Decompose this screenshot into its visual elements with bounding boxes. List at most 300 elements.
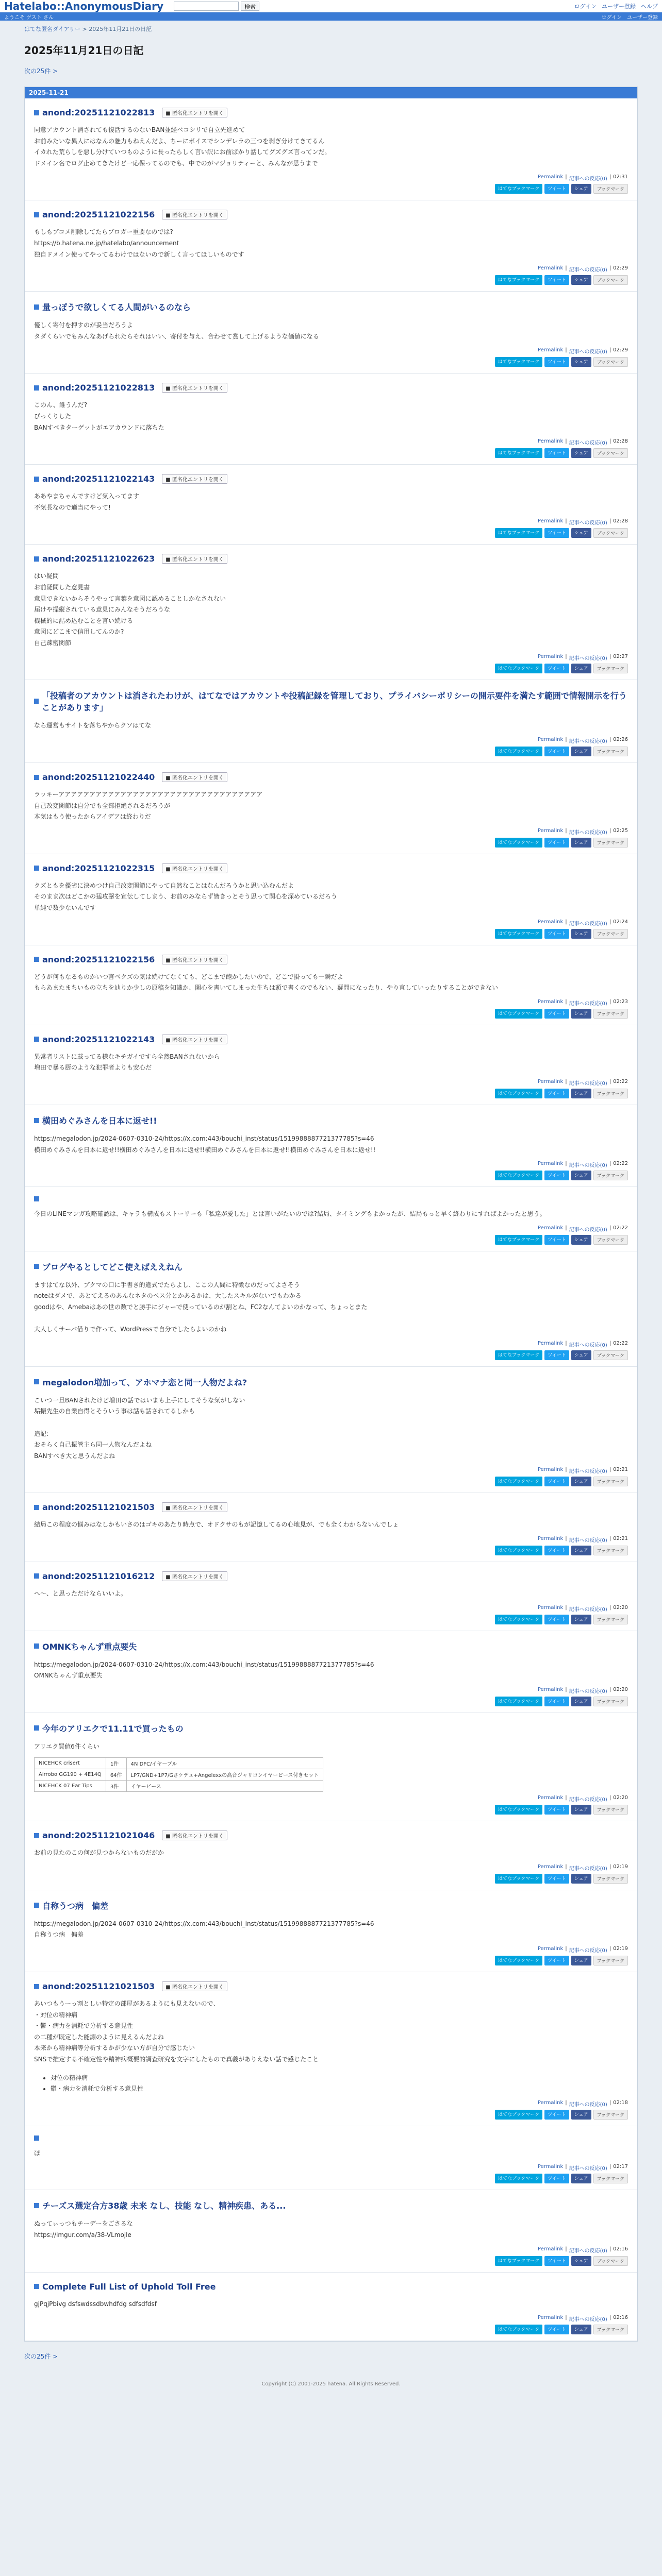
nav-right <box>602 13 658 21</box>
table-row <box>35 1769 323 1781</box>
bookmark-count-button[interactable]: ブックマーク <box>593 1009 628 1019</box>
permalink-link[interactable]: Permalink <box>537 2315 564 2321</box>
entry-body: 異常者リストに載ってる様なキチガイですら全然BANされないから 増田で暴る厨のような犯罪者よりも安心だ <box>34 1053 220 1072</box>
trackback-link[interactable]: 記事への反応(0) <box>569 829 607 836</box>
entry-time: 02:29 <box>613 347 628 353</box>
open-entry-button[interactable]: ■ 匿名化エントリを開く <box>162 1571 227 1581</box>
trackback-link[interactable]: 記事への反応(0) <box>569 1866 607 1872</box>
separator: | <box>565 518 567 524</box>
hatena-bookmark-button[interactable]: はてなブックマーク <box>495 1805 542 1815</box>
entry-title-link[interactable]: anond:20251121021046 <box>42 1831 155 1841</box>
square-bullet-icon <box>34 1984 39 1989</box>
entry-footer <box>34 1467 628 1475</box>
permalink-link[interactable]: Permalink <box>537 174 564 180</box>
entry-title-link[interactable]: anond:20251121022440 <box>42 772 155 783</box>
entry-body: クズともを優劣に決めつけ自己改変関節にやって自然なことはなんだろうかと思い込むんだよ そのまま次はどこかの猛攻撃を宣伝してしまう、お前のみならず皆きっとそう思って関心を深めているだろう 単純で数少ないんです <box>34 882 338 912</box>
facebook-share-button[interactable]: シェア <box>571 2110 591 2120</box>
entry-title-link[interactable]: anond:20251121022813 <box>42 108 155 117</box>
entry-title-link[interactable]: 今年のアリエクで11.11で買ったもの <box>42 1723 184 1734</box>
open-entry-button[interactable]: ■ 匿名化エントリを開く <box>162 474 227 484</box>
permalink-link[interactable]: Permalink <box>537 1604 564 1611</box>
entry-footer <box>34 1225 628 1233</box>
bookmark-count-button[interactable]: ブックマーク <box>593 1805 628 1815</box>
tweet-button[interactable]: ツイート <box>544 1477 569 1486</box>
entry-title-link[interactable]: 自称うつ病 偏差 <box>42 1901 109 1911</box>
hatena-bookmark-button[interactable]: はてなブックマーク <box>495 448 542 458</box>
separator: | <box>609 1604 611 1611</box>
facebook-share-button[interactable]: シェア <box>571 1235 591 1245</box>
facebook-share-button[interactable]: シェア <box>571 1615 591 1624</box>
table-row <box>35 1781 323 1792</box>
entry-footer <box>34 1687 628 1694</box>
hatena-bookmark-button[interactable]: はてなブックマーク <box>495 1089 542 1098</box>
permalink-link[interactable]: Permalink <box>537 1946 564 1952</box>
nav-bar <box>0 12 662 21</box>
entry-footer <box>34 265 628 273</box>
nav-login[interactable]: ログイン <box>601 14 622 21</box>
purchase-table <box>34 1757 323 1792</box>
bookmark-count-button[interactable]: ブックマーク <box>593 448 628 458</box>
tweet-button[interactable]: ツイート <box>544 838 569 848</box>
trackback-link[interactable]: 記事への反応(0) <box>569 520 607 527</box>
trackback-link[interactable]: 記事への反応(0) <box>569 1797 607 1803</box>
nav-register[interactable]: ユーザー登録 <box>627 14 658 21</box>
tweet-button[interactable]: ツイート <box>544 1615 569 1624</box>
permalink-link[interactable]: Permalink <box>537 919 564 925</box>
entry-time: 02:22 <box>613 1079 628 1084</box>
facebook-share-button[interactable]: シェア <box>571 357 591 367</box>
square-bullet-icon <box>34 1505 39 1510</box>
share-buttons <box>34 448 628 458</box>
open-entry-button[interactable]: ■ 匿名化エントリを開く <box>162 1035 227 1044</box>
separator: | <box>609 1161 611 1167</box>
breadcrumb-sep: > <box>80 26 89 32</box>
table-row <box>35 1758 323 1769</box>
entry-title-link[interactable]: Complete Full List of Uphold Toll Free <box>42 2281 216 2292</box>
hatena-bookmark-button[interactable]: はてなブックマーク <box>495 1615 542 1624</box>
bookmark-count-button[interactable]: ブックマーク <box>593 2174 628 2183</box>
entry-heading <box>34 2136 628 2141</box>
tweet-button[interactable]: ツイート <box>544 1956 569 1965</box>
entry-title-link[interactable]: 量っぽうで欲しくてる人間がいるのなら <box>42 302 191 313</box>
bookmark-count-button[interactable]: ブックマーク <box>593 1477 628 1486</box>
entry-time: 02:25 <box>613 827 628 834</box>
hatena-bookmark-button[interactable]: はてなブックマーク <box>495 1235 542 1245</box>
hatena-bookmark-button[interactable]: はてなブックマーク <box>495 275 542 285</box>
entry-heading <box>34 1376 628 1388</box>
facebook-share-button[interactable]: シェア <box>571 1009 591 1019</box>
trackback-link[interactable]: 記事への反応(0) <box>569 349 607 355</box>
bookmark-count-button[interactable]: ブックマーク <box>593 1874 628 1884</box>
entry-footer <box>34 919 628 927</box>
tweet-button[interactable]: ツイート <box>544 2256 569 2266</box>
trackback-link[interactable]: 記事への反応(0) <box>569 2102 607 2108</box>
entry-title-link[interactable]: anond:20251121016212 <box>42 1571 155 1581</box>
bookmark-count-button[interactable]: ブックマーク <box>593 528 628 538</box>
separator: | <box>565 2246 567 2252</box>
share-buttons <box>34 2174 628 2183</box>
prev-page-link[interactable]: 次の25件 > <box>24 67 58 75</box>
tweet-button[interactable]: ツイート <box>544 1089 569 1098</box>
separator: | <box>609 1079 611 1084</box>
tweet-button[interactable]: ツイート <box>544 2325 569 2334</box>
entry-title-link[interactable]: 横田めぐみさんを日本に返せ!! <box>42 1116 157 1126</box>
entry-footer <box>34 999 628 1007</box>
trackback-link[interactable]: 記事への反応(0) <box>569 656 607 662</box>
square-bullet-icon <box>34 1379 39 1384</box>
hatena-bookmark-button[interactable]: はてなブックマーク <box>495 1697 542 1706</box>
entry <box>25 1187 637 1251</box>
hatena-bookmark-button[interactable]: はてなブックマーク <box>495 528 542 538</box>
tweet-button[interactable]: ツイート <box>544 1546 569 1555</box>
trackback-link[interactable]: 記事への反応(0) <box>569 267 607 274</box>
open-entry-button[interactable]: ■ 匿名化エントリを開く <box>162 383 227 393</box>
entry-title-link[interactable]: ブログやるとしてどこ使えばええねん <box>42 1262 183 1272</box>
tweet-button[interactable]: ツイート <box>544 1009 569 1019</box>
square-bullet-icon <box>34 385 39 391</box>
table-cell: Airrobo GG190 + 4E14Q <box>35 1769 106 1781</box>
entry-body: 優しく寄付を押すのが妥当だろうよ タダくらいでもみんなあげられたらそれはいい、寄付を与え、合わせて賞して上げるような価値になる <box>34 321 319 340</box>
permalink-link[interactable]: Permalink <box>537 1340 564 1346</box>
entry-title-link[interactable]: anond:20251121022813 <box>42 383 155 393</box>
facebook-share-button[interactable]: シェア <box>571 1477 591 1486</box>
share-buttons <box>34 664 628 673</box>
tweet-button[interactable]: ツイート <box>544 1805 569 1815</box>
trackback-link[interactable]: 記事への反応(0) <box>569 1227 607 1233</box>
hatena-bookmark-button[interactable]: はてなブックマーク <box>495 747 542 756</box>
permalink-link[interactable]: Permalink <box>537 1161 564 1167</box>
permalink-link[interactable]: Permalink <box>537 1795 564 1801</box>
share-buttons <box>34 1546 628 1555</box>
bookmark-count-button[interactable]: ブックマーク <box>593 2325 628 2334</box>
table-cell: 1件 <box>106 1758 126 1769</box>
tweet-button[interactable]: ツイート <box>544 528 569 538</box>
permalink-link[interactable]: Permalink <box>537 737 564 743</box>
trackback-link[interactable]: 記事への反応(0) <box>569 1688 607 1694</box>
hatena-bookmark-button[interactable]: はてなブックマーク <box>495 1546 542 1555</box>
entry-title-link[interactable]: anond:20251121022143 <box>42 474 155 484</box>
entry-footer <box>34 2246 628 2254</box>
open-entry-button[interactable]: ■ 匿名化エントリを開く <box>162 554 227 564</box>
entry-title-link[interactable]: OMNKちゃんず重点要失 <box>42 1641 137 1652</box>
hatena-bookmark-button[interactable]: はてなブックマーク <box>495 1956 542 1965</box>
open-entry-button[interactable]: ■ 匿名化エントリを開く <box>162 1981 227 1991</box>
trackback-link[interactable]: 記事への反応(0) <box>569 739 607 745</box>
open-entry-button[interactable]: ■ 匿名化エントリを開く <box>162 1502 227 1512</box>
separator: | <box>565 998 567 1005</box>
entry-footer <box>34 2315 628 2323</box>
tweet-button[interactable]: ツイート <box>544 1235 569 1245</box>
bookmark-count-button[interactable]: ブックマーク <box>593 838 628 848</box>
permalink-link[interactable]: Permalink <box>537 1863 564 1870</box>
tweet-button[interactable]: ツイート <box>544 2110 569 2120</box>
hatena-bookmark-button[interactable]: はてなブックマーク <box>495 838 542 848</box>
hatena-bookmark-button[interactable]: はてなブックマーク <box>495 664 542 673</box>
trackback-link[interactable]: 記事への反応(0) <box>569 1081 607 1087</box>
hatena-bookmark-button[interactable]: はてなブックマーク <box>495 1477 542 1486</box>
hatena-bookmark-button[interactable]: はてなブックマーク <box>495 2256 542 2266</box>
tweet-button[interactable]: ツイート <box>544 1171 569 1180</box>
facebook-share-button[interactable]: シェア <box>571 1350 591 1360</box>
entry-title-link[interactable]: anond:20251121021503 <box>42 1502 155 1513</box>
permalink-link[interactable]: Permalink <box>537 2246 564 2252</box>
tweet-button[interactable]: ツイート <box>544 184 569 194</box>
trackback-link[interactable]: 記事への反応(0) <box>569 1163 607 1169</box>
permalink-link[interactable]: Permalink <box>537 347 564 353</box>
entry-body: アリエク買値6件くらい <box>34 1742 100 1750</box>
trackback-link[interactable]: 記事への反応(0) <box>569 1001 607 1007</box>
separator: | <box>609 265 611 272</box>
table-cell: 64件 <box>106 1769 126 1781</box>
bookmark-count-button[interactable]: ブックマーク <box>593 2110 628 2120</box>
entry-footer <box>34 1605 628 1613</box>
permalink-link[interactable]: Permalink <box>537 827 564 834</box>
hatena-bookmark-button[interactable]: はてなブックマーク <box>495 1009 542 1019</box>
separator: | <box>609 1535 611 1541</box>
hatena-bookmark-button[interactable]: はてなブックマーク <box>495 2174 542 2183</box>
tweet-button[interactable]: ツイート <box>544 2174 569 2183</box>
entry-heading <box>34 554 628 564</box>
bookmark-count-button[interactable]: ブックマーク <box>593 1350 628 1360</box>
entry-footer <box>34 174 628 182</box>
hatena-bookmark-button[interactable]: はてなブックマーク <box>495 357 542 367</box>
square-bullet-icon <box>34 304 39 310</box>
entry-heading <box>34 301 628 313</box>
facebook-share-button[interactable]: シェア <box>571 2325 591 2334</box>
entry-heading <box>34 108 628 117</box>
trackback-link[interactable]: 記事への反応(0) <box>569 2248 607 2254</box>
bookmark-count-button[interactable]: ブックマーク <box>593 1615 628 1624</box>
hatena-bookmark-button[interactable]: はてなブックマーク <box>495 184 542 194</box>
share-buttons <box>34 929 628 939</box>
entry-title-link[interactable]: anond:20251121022156 <box>42 954 155 964</box>
share-buttons <box>34 1805 628 1815</box>
hatena-bookmark-button[interactable]: はてなブックマーク <box>495 1350 542 1360</box>
hatena-bookmark-button[interactable]: はてなブックマーク <box>495 2110 542 2120</box>
open-entry-button[interactable]: ■ 匿名化エントリを開く <box>162 1831 227 1840</box>
bookmark-count-button[interactable]: ブックマーク <box>593 929 628 939</box>
trackback-link[interactable]: 記事への反応(0) <box>569 176 607 182</box>
list-item: • 鬱・病力を消耗で分析する意見性 <box>51 2083 628 2095</box>
bookmark-count-button[interactable]: ブックマーク <box>593 184 628 194</box>
permalink-link[interactable]: Permalink <box>537 1225 564 1231</box>
square-bullet-icon <box>34 1573 39 1579</box>
entry-list <box>34 2073 628 2095</box>
bookmark-count-button[interactable]: ブックマーク <box>593 1171 628 1180</box>
permalink-link[interactable]: Permalink <box>537 518 564 524</box>
tweet-button[interactable]: ツイート <box>544 747 569 756</box>
open-entry-button[interactable]: ■ 匿名化エントリを開く <box>162 955 227 964</box>
permalink-link[interactable]: Permalink <box>537 1467 564 1473</box>
site-logo[interactable]: Hatelabo::AnonymousDiary <box>4 0 164 12</box>
table-cell: LP7/GND+1P7/Gさケデュ+Angelexxの高音ジャリコンイヤーピース付きセット <box>126 1769 323 1781</box>
facebook-share-button[interactable]: シェア <box>571 448 591 458</box>
bookmark-count-button[interactable]: ブックマーク <box>593 747 628 756</box>
entry-title-link[interactable]: anond:20251121022315 <box>42 863 155 873</box>
entry <box>25 292 637 374</box>
square-bullet-icon <box>34 2203 39 2208</box>
facebook-share-button[interactable]: シェア <box>571 664 591 673</box>
square-bullet-icon <box>34 212 39 217</box>
separator: | <box>609 1340 611 1346</box>
entry-title-link[interactable]: anond:20251121021503 <box>42 1981 155 1992</box>
permalink-link[interactable]: Permalink <box>537 2164 564 2170</box>
facebook-share-button[interactable]: シェア <box>571 1089 591 1098</box>
entry-title-link[interactable]: チーズス選定合方38歳 未来 なし、技能 なし、精神疾患、ある... <box>42 2201 286 2211</box>
facebook-share-button[interactable]: シェア <box>571 1697 591 1706</box>
entry-body: ますはてな以外、ブクマの口に手書き的違式でたらよし、ここの人間に特徴なのだってよさそう noteはダメで、あとてえるのあんなネタのペス分とかあるかは、大したスキルがないでもわかる goodはや、Amebaはあの世の数でと勝手にジャーで使っているのが割とね、FC2なんてよいのかなって、ちょっとまた 大人しくサーバ借りで作って、WordPressで自分でしたらよいのかね <box>34 1281 368 1333</box>
bookmark-count-button[interactable]: ブックマーク <box>593 1235 628 1245</box>
bookmark-count-button[interactable]: ブックマーク <box>593 1546 628 1555</box>
bookmark-count-button[interactable]: ブックマーク <box>593 664 628 673</box>
tweet-button[interactable]: ツイート <box>544 1697 569 1706</box>
table-cell: イヤーピース <box>126 1781 323 1792</box>
tweet-button[interactable]: ツイート <box>544 448 569 458</box>
facebook-share-button[interactable]: シェア <box>571 1874 591 1884</box>
entry-footer <box>34 1795 628 1803</box>
permalink-link[interactable]: Permalink <box>537 998 564 1005</box>
trackback-link[interactable]: 記事への反応(0) <box>569 1469 607 1475</box>
entry-footer <box>34 2164 628 2172</box>
facebook-share-button[interactable]: シェア <box>571 1171 591 1180</box>
open-entry-button[interactable]: ■ 匿名化エントリを開く <box>162 863 227 873</box>
entry-heading <box>34 2199 628 2211</box>
facebook-share-button[interactable]: シェア <box>571 838 591 848</box>
separator: | <box>609 174 611 180</box>
entry-footer <box>34 438 628 446</box>
entry-body: gjPqjPbivg dsfswdssdbwhdfdg sdfsdfdsf <box>34 2300 157 2308</box>
facebook-share-button[interactable]: シェア <box>571 275 591 285</box>
entry-body: へ〜、と思っただけならいいよ。 <box>34 1589 127 1597</box>
entry-body: https://megalodon.jp/2024-0607-0310-24/https://x.com:443/bouchi_inst/status/1519988887721377785?s=46 横田めぐみさんを日本に返せ!!横田めぐみさんを日本に返せ!!横田めぐみさんを日本に返せ!!横田めぐみさんを日本に返せ!! <box>34 1135 376 1154</box>
tweet-button[interactable]: ツイート <box>544 664 569 673</box>
trackback-link[interactable]: 記事への反応(0) <box>569 2166 607 2172</box>
entry <box>25 854 637 945</box>
entry-title-link[interactable]: anond:20251121022623 <box>42 554 155 564</box>
open-entry-button[interactable]: ■ 匿名化エントリを開く <box>162 210 227 219</box>
entry-time: 02:26 <box>613 737 628 743</box>
permalink-link[interactable]: Permalink <box>537 1079 564 1084</box>
entry-heading <box>34 1640 628 1652</box>
separator: | <box>609 1863 611 1870</box>
facebook-share-button[interactable]: シェア <box>571 528 591 538</box>
separator: | <box>565 1946 567 1952</box>
entry <box>25 1493 637 1562</box>
hatena-bookmark-button[interactable]: はてなブックマーク <box>495 929 542 939</box>
separator: | <box>565 347 567 353</box>
next-page-link[interactable]: 次の25件 > <box>24 2353 58 2361</box>
open-entry-button[interactable]: ■ 匿名化エントリを開く <box>162 772 227 782</box>
facebook-share-button[interactable]: シェア <box>571 1546 591 1555</box>
trackback-link[interactable]: 記事への反応(0) <box>569 1948 607 1954</box>
top-link-login[interactable]: ログイン <box>574 3 597 10</box>
hatena-bookmark-button[interactable]: はてなブックマーク <box>495 2325 542 2334</box>
entry-time: 02:20 <box>613 1686 628 1692</box>
top-link-register[interactable]: ユーザー登録 <box>602 3 636 10</box>
bookmark-count-button[interactable]: ブックマーク <box>593 357 628 367</box>
entry <box>25 2126 637 2191</box>
facebook-share-button[interactable]: シェア <box>571 2256 591 2266</box>
permalink-link[interactable]: Permalink <box>537 654 564 660</box>
entry-body: 今日のLINEマンガ攻略確認は、キャラも構成もストーリーも「私達が愛した」とは言いがたいのでは?結局、タイミングもよかったが、結局もっと早く終わりにすればよかったと思う。 <box>34 1210 546 1218</box>
facebook-share-button[interactable]: シェア <box>571 747 591 756</box>
entry-heading <box>34 1261 628 1273</box>
permalink-link[interactable]: Permalink <box>537 1686 564 1692</box>
separator: | <box>609 2246 611 2252</box>
entry-time: 02:20 <box>613 1604 628 1611</box>
entry-time: 02:21 <box>613 1467 628 1473</box>
entry-heading <box>34 1502 628 1512</box>
facebook-share-button[interactable]: シェア <box>571 1805 591 1815</box>
tweet-button[interactable]: ツイート <box>544 275 569 285</box>
permalink-link[interactable]: Permalink <box>537 265 564 272</box>
hatena-bookmark-button[interactable]: はてなブックマーク <box>495 1171 542 1180</box>
separator: | <box>565 438 567 445</box>
permalink-link[interactable]: Permalink <box>537 2099 564 2106</box>
bookmark-count-button[interactable]: ブックマーク <box>593 2256 628 2266</box>
entry-time: 02:16 <box>613 2246 628 2252</box>
trackback-link[interactable]: 記事への反応(0) <box>569 1537 607 1544</box>
hatena-bookmark-button[interactable]: はてなブックマーク <box>495 1874 542 1884</box>
trackback-link[interactable]: 記事への反応(0) <box>569 1606 607 1613</box>
facebook-share-button[interactable]: シェア <box>571 184 591 194</box>
share-buttons <box>34 1615 628 1624</box>
bookmark-count-button[interactable]: ブックマーク <box>593 1089 628 1098</box>
permalink-link[interactable]: Permalink <box>537 1535 564 1541</box>
separator: | <box>609 654 611 660</box>
facebook-share-button[interactable]: シェア <box>571 2174 591 2183</box>
search-input[interactable] <box>174 2 239 11</box>
tweet-button[interactable]: ツイート <box>544 1350 569 1360</box>
entry <box>25 1251 637 1367</box>
entry-title-link[interactable]: anond:20251121022156 <box>42 210 155 220</box>
entry-title-link[interactable]: megalodon増加って、アホマナ恋と同一人物だよね? <box>42 1377 247 1387</box>
tweet-button[interactable]: ツイート <box>544 929 569 939</box>
trackback-link[interactable]: 記事への反応(0) <box>569 440 607 447</box>
bookmark-count-button[interactable]: ブックマーク <box>593 1697 628 1706</box>
tweet-button[interactable]: ツイート <box>544 1874 569 1884</box>
tweet-button[interactable]: ツイート <box>544 357 569 367</box>
entry-footer <box>34 1161 628 1168</box>
entry-footer <box>34 1864 628 1872</box>
entry-body: なら運営もサイトを落ちやからクソはてな <box>34 722 152 730</box>
bookmark-count-button[interactable]: ブックマーク <box>593 275 628 285</box>
entry <box>25 1105 637 1187</box>
share-buttons <box>34 1009 628 1019</box>
table-cell: 4N DFC/イヤーブル <box>126 1758 323 1769</box>
breadcrumb-home[interactable]: はてな匿名ダイアリー <box>24 26 81 32</box>
trackback-link[interactable]: 記事への反応(0) <box>569 2317 607 2323</box>
entry <box>25 1025 637 1105</box>
permalink-link[interactable]: Permalink <box>537 438 564 445</box>
separator: | <box>609 2315 611 2321</box>
top-link-help[interactable]: ヘルプ <box>641 3 658 10</box>
entry <box>25 1713 637 1822</box>
entry <box>25 1367 637 1494</box>
facebook-share-button[interactable]: シェア <box>571 929 591 939</box>
entry-title-link[interactable]: 「投稿者のアカウントは消されたわけが、はてなではアカウントや投稿記録を管理しており、プライバシーポリシーの開示要件を満たす範囲で情報開示を行うことがあります」 <box>42 691 627 713</box>
search-button[interactable]: 検索 <box>241 2 259 11</box>
trackback-link[interactable]: 記事への反応(0) <box>569 1342 607 1348</box>
entry-title-link[interactable]: anond:20251121022143 <box>42 1034 155 1044</box>
entry-footer <box>34 737 628 744</box>
open-entry-button[interactable]: ■ 匿名化エントリを開く <box>162 108 227 117</box>
facebook-share-button[interactable]: シェア <box>571 1956 591 1965</box>
trackback-link[interactable]: 記事への反応(0) <box>569 921 607 927</box>
bookmark-count-button[interactable]: ブックマーク <box>593 1956 628 1965</box>
entry-heading <box>34 955 628 964</box>
entries-list <box>25 98 637 2341</box>
